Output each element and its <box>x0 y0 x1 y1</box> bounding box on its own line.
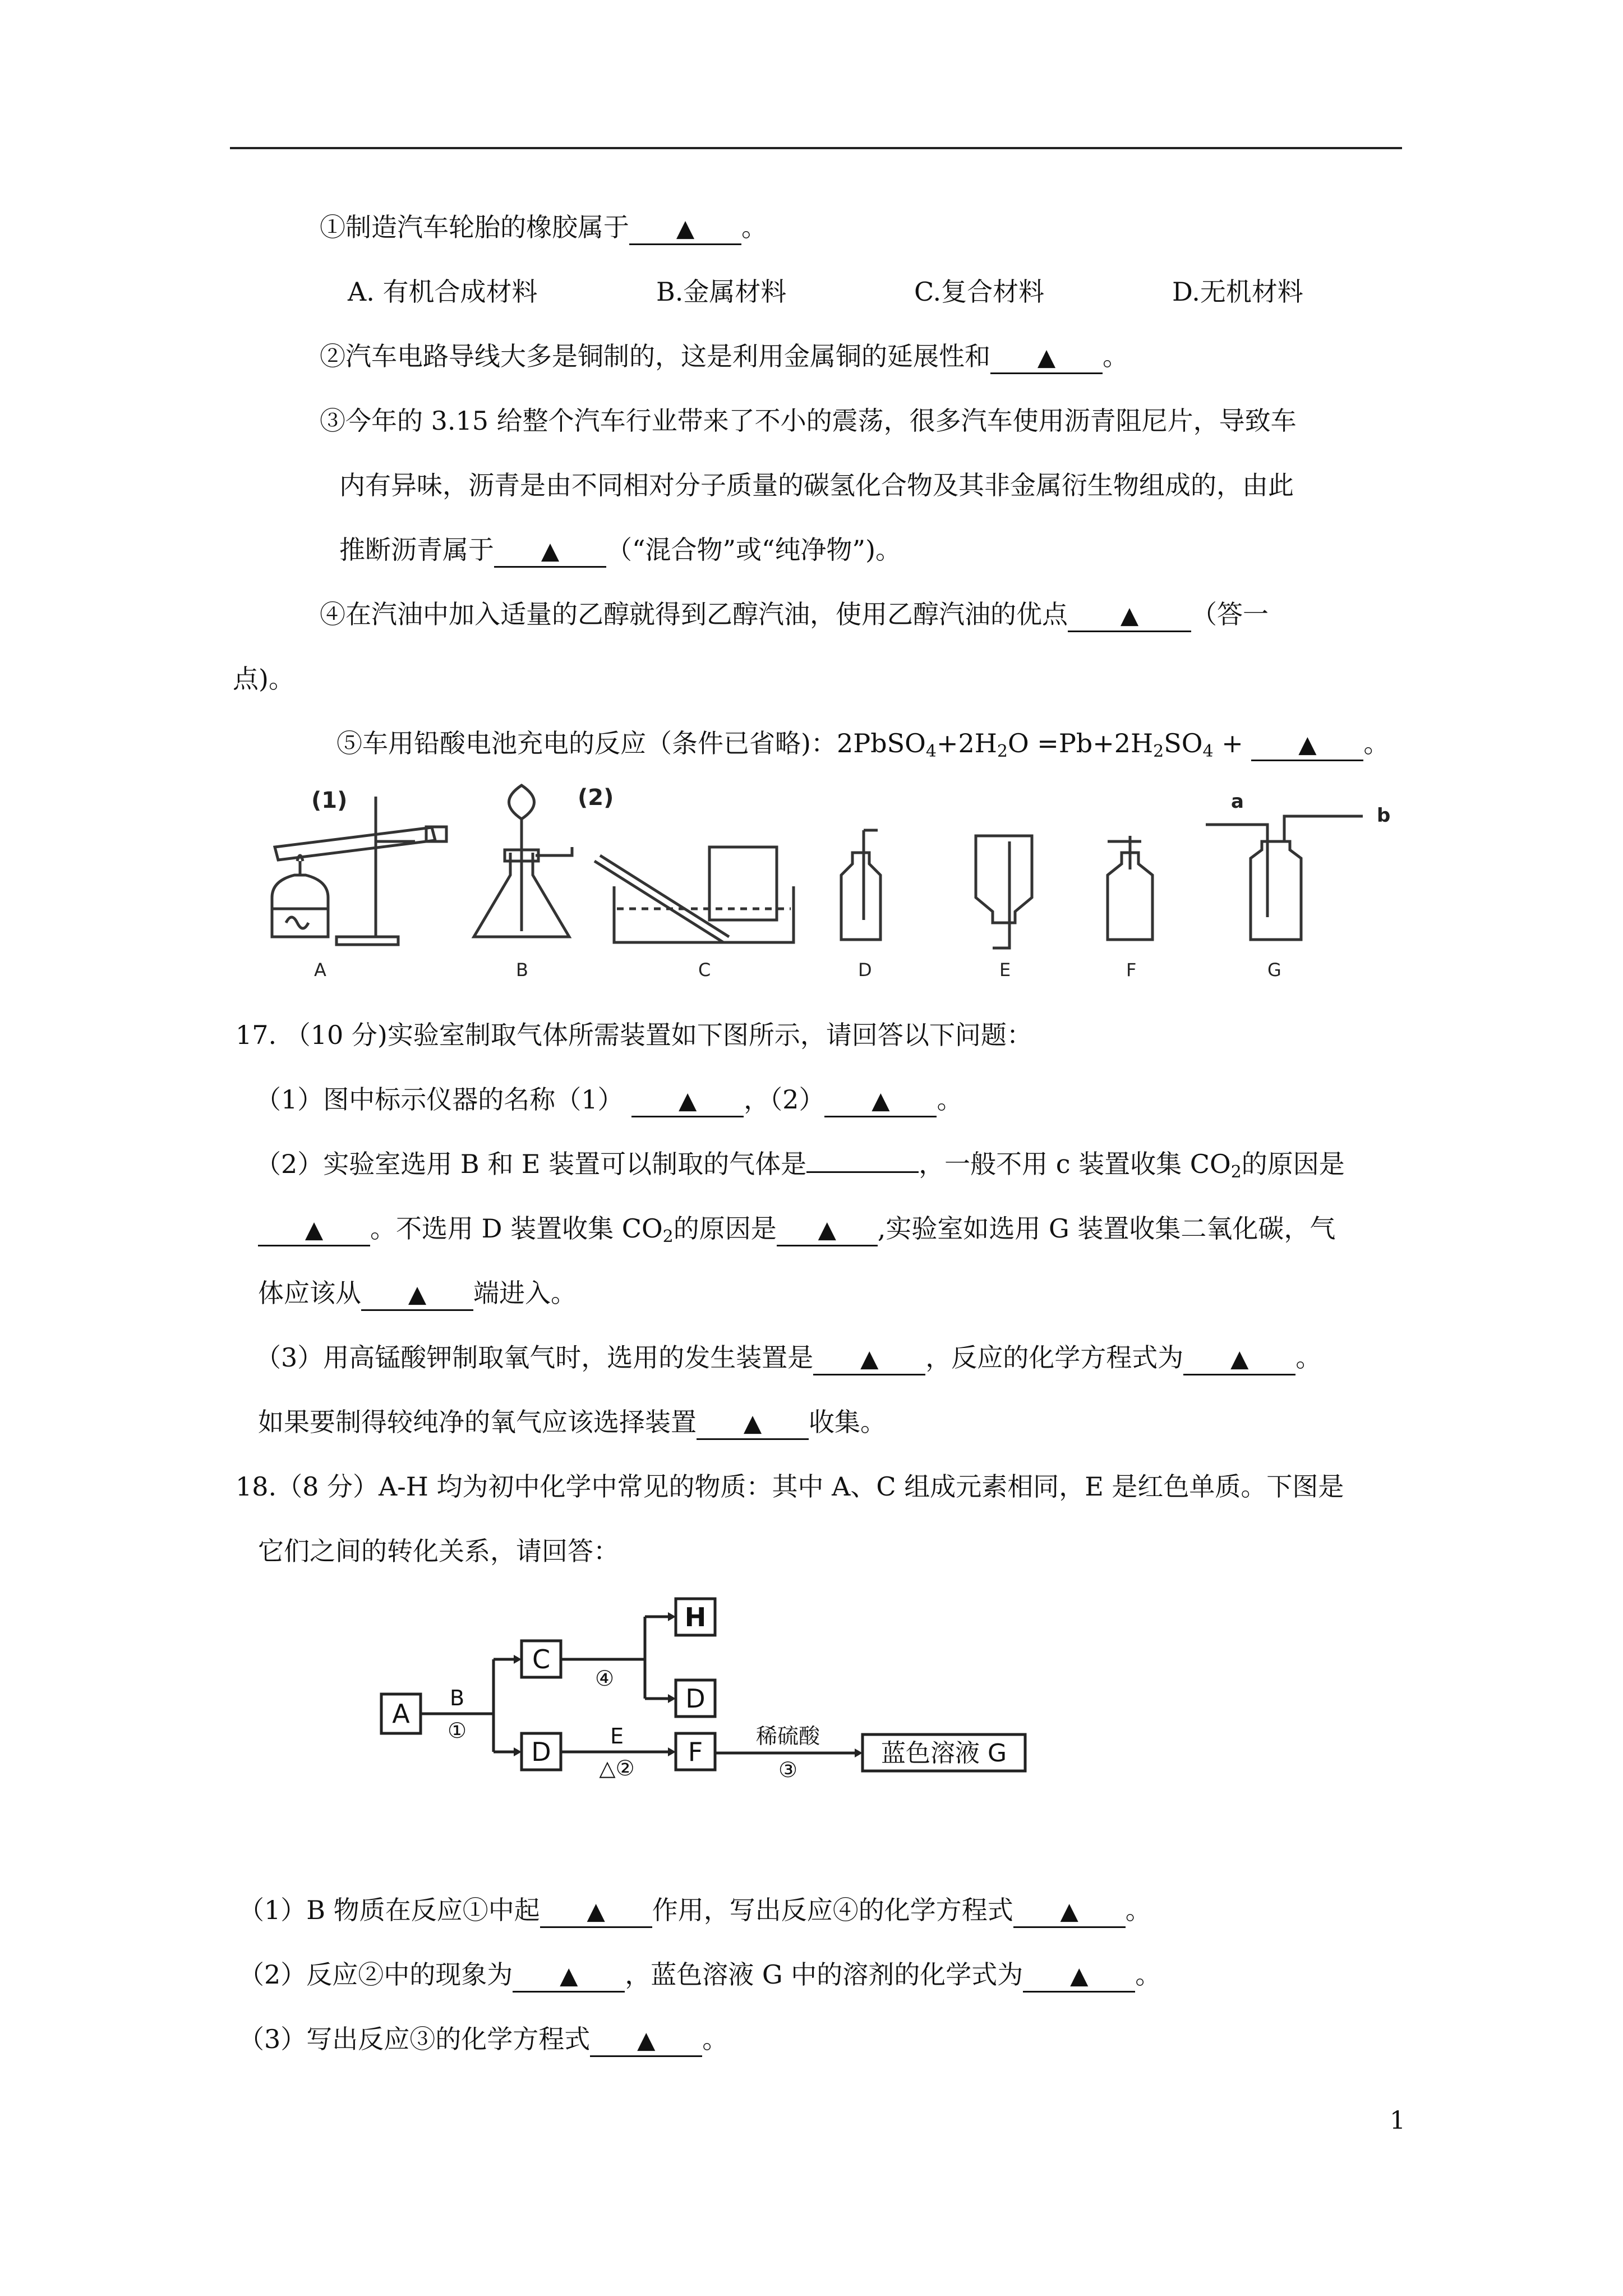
answer-blank[interactable]: ▲ <box>540 1896 652 1928</box>
q17-title: 17. （10 分)实验室制取气体所需装置如下图所示，请回答以下问题： <box>236 1020 1032 1050</box>
answer-blank[interactable]: ▲ <box>1023 1961 1135 1993</box>
port-b: b <box>1377 804 1391 827</box>
q16-item2: ②汽车电路导线大多是铜制的，这是利用金属铜的延展性和 ▲ 。 <box>320 339 1128 374</box>
option-a: A. 有机合成材料 <box>348 277 538 307</box>
q18-title-line2: 它们之间的转化关系，请回答： <box>258 1536 619 1566</box>
edge-step4: ④ <box>594 1666 615 1691</box>
apparatus-b <box>474 785 572 937</box>
q16-item4-line2: 点)。 <box>233 664 294 694</box>
node-h: H <box>684 1602 707 1632</box>
mark-2: (2) <box>578 785 614 811</box>
edge-e: E <box>610 1724 624 1749</box>
label-d: D <box>858 959 872 981</box>
q16-item5: ⑤车用铅酸电池充电的反应（条件已省略)：$2PbSO_4+2H_2O =Pb+2H_2SO_4$ + ▲ 。 <box>336 728 1390 761</box>
q18-title-line1: 18.（8 分）A-H 均为初中化学中常见的物质：其中 A、C 组成元素相同，E 是红色单质。下图是 <box>236 1471 1344 1502</box>
apparatus-f <box>1108 836 1152 940</box>
answer-blank[interactable]: ▲ <box>590 2025 702 2057</box>
edge-step3: ③ <box>778 1757 798 1782</box>
q18-part3: （3）写出反应③的化学方程式 ▲ 。 <box>238 2022 728 2057</box>
label-f: F <box>1126 959 1137 981</box>
apparatus-g <box>1206 816 1363 940</box>
option-d: D.无机材料 <box>1172 277 1303 307</box>
edge-b: B <box>449 1686 465 1710</box>
q18-part1: （1）B 物质在反应①中起 ▲ 作用，写出反应④的化学方程式 ▲ 。 <box>238 1893 1151 1928</box>
q16-item3-line1: ③今年的 3.15 给整个汽车行业带来了不小的震荡，很多汽车使用沥青阻尼片，导致车 <box>320 406 1297 436</box>
q17-part2-line2: ▲ 。不选用 D 装置收集 $CO_2$的原因是 ▲ ,实验室如选用 G 装置收集二氧化碳，气 <box>258 1212 1335 1246</box>
node-d-bottom: D <box>531 1737 551 1767</box>
answer-blank[interactable]: ▲ <box>1183 1343 1295 1375</box>
edge-acid: 稀硫酸 <box>755 1724 820 1749</box>
apparatus-figure <box>247 780 1402 987</box>
label-b: B <box>516 959 528 981</box>
header-rule <box>230 147 1402 149</box>
q17-part3-line2: 如果要制得较纯净的氧气应该选择装置 ▲ 收集。 <box>258 1405 886 1440</box>
node-d-top: D <box>685 1683 706 1714</box>
edge-step2: △② <box>599 1756 635 1780</box>
answer-blank[interactable]: ▲ <box>629 213 741 245</box>
q18-part2: （2）反应②中的现象为 ▲ ，蓝色溶液 G 中的溶剂的化学式为 ▲ 。 <box>238 1958 1161 1993</box>
answer-blank[interactable]: ▲ <box>824 1085 937 1117</box>
answer-blank[interactable]: ▲ <box>1251 729 1363 761</box>
answer-blank[interactable]: ▲ <box>1068 600 1191 632</box>
q16-item1: ①制造汽车轮胎的橡胶属于 ▲ 。 <box>320 210 767 245</box>
node-c: C <box>532 1644 551 1674</box>
apparatus-a <box>272 797 446 945</box>
apparatus-e <box>976 836 1032 948</box>
answer-blank[interactable]: ▲ <box>990 342 1103 374</box>
q16-item4-line1: ④在汽油中加入适量的乙醇就得到乙醇汽油，使用乙醇汽油的优点 ▲ （答一 <box>320 597 1269 632</box>
q16-item3-line2: 内有异味，沥青是由不同相对分子质量的碳氢化合物及其非金属衍生物组成的，由此 <box>339 470 1294 500</box>
option-c: C.复合材料 <box>914 277 1045 307</box>
answer-blank[interactable]: ▲ <box>494 536 606 568</box>
edge-step1: ① <box>447 1718 467 1743</box>
q16-options <box>348 275 1303 309</box>
label-e: E <box>999 959 1011 981</box>
answer-blank[interactable]: ▲ <box>258 1214 370 1246</box>
mark-1: (1) <box>311 788 348 813</box>
answer-blank[interactable]: ▲ <box>513 1961 625 1993</box>
label-c: C <box>698 959 711 981</box>
node-a: A <box>392 1699 410 1729</box>
label-g: G <box>1267 959 1281 981</box>
port-a: a <box>1231 790 1244 813</box>
q17-part2-line1: （2）实验室选用 B 和 E 装置可以制取的气体是 ，一般不用 c 装置收集 $CO_2$的原因是 <box>255 1149 1345 1182</box>
answer-blank[interactable]: ▲ <box>777 1214 878 1246</box>
q16-item3-line3: 推断沥青属于 ▲ （“混合物”或“纯净物”)。 <box>339 533 901 568</box>
apparatus-d <box>841 830 880 940</box>
q17-part1: （1）图中标示仪器的名称（1） ▲ ，（2） ▲ 。 <box>255 1083 962 1117</box>
answer-blank[interactable]: ▲ <box>813 1343 925 1375</box>
apparatus-c <box>594 847 794 942</box>
answer-blank[interactable] <box>806 1171 919 1173</box>
q17-part3-line1: （3）用高锰酸钾制取氧气时，选用的发生装置是 ▲ ，反应的化学方程式为 ▲ 。 <box>255 1341 1321 1375</box>
node-g: 蓝色溶液 G <box>880 1739 1007 1768</box>
answer-blank[interactable]: ▲ <box>1013 1896 1126 1928</box>
node-f: F <box>688 1737 703 1767</box>
answer-blank[interactable]: ▲ <box>697 1408 809 1440</box>
q17-part2-line3: 体应该从 ▲ 端进入。 <box>258 1276 577 1311</box>
reaction-flow-diagram <box>370 1593 1122 1806</box>
answer-blank[interactable]: ▲ <box>361 1279 473 1311</box>
page-number: 1 <box>1390 2106 1405 2135</box>
answer-blank[interactable]: ▲ <box>631 1085 744 1117</box>
option-b: B.金属材料 <box>656 277 787 307</box>
label-a: A <box>314 959 326 981</box>
